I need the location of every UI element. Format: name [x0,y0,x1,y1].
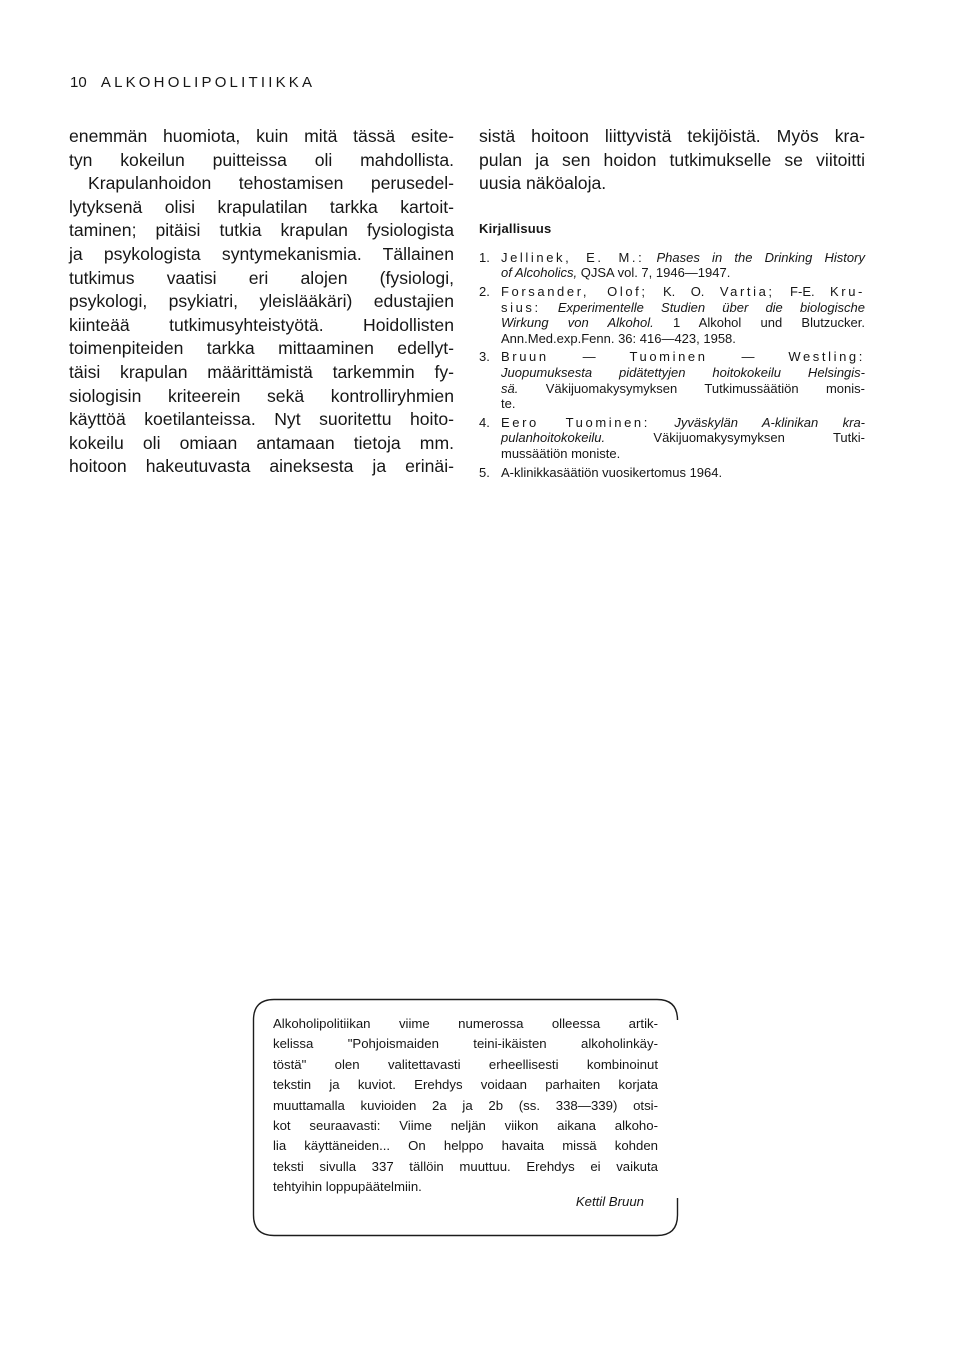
text-line: lia käyttäneiden... On helppo havaita missä kohden [273,1138,658,1154]
correction-notice [252,998,679,1237]
text-line: kiinteää tutkimusyhteistyötä. Hoidollisten [69,314,454,335]
reference-title: Jyväskylän A-klinikan kra- [674,414,865,430]
text-line: ja psykologista syntymekanismia. Tällainen [69,243,454,264]
reference-item [479,349,865,411]
reference-number: 2. [479,283,490,299]
text-line: töstä" olen valitettavasti erheellisesti kombinoinut [273,1056,658,1072]
text-line: Krapulanhoidon tehostamisen perusedel- [88,173,454,194]
reference-author: Bruun [501,349,549,365]
reference-title: Wirkung von Alkohol. [501,315,654,331]
reference-number: 4. [479,414,490,430]
text-line: täisi krapulan määrittämistä tarkemmin fy- [69,361,454,382]
text-line: enemmän huomiota, kuin mitä tässä esite- [69,126,454,146]
reference-item [479,250,865,281]
text-line: toimenpiteiden tarkka mittaaminen edellyt- [69,338,454,359]
text-line: kelissa "Pohjoismaiden teini-ikäisten alkoholinkäy- [273,1036,658,1052]
references-list [479,250,865,480]
running-header [70,74,315,91]
text-line: käyttöä koetilanteissa. Nyt suoritettu hoito- [69,409,454,430]
reference-source: QJSA vol. 7, 1946—1947. [580,265,731,281]
reference-item [479,465,865,481]
reference-author: Forsander, Olof; [501,283,648,299]
text-line: uusia näköaloja. [479,173,607,194]
reference-author: Jellinek, E. M.: [501,249,645,265]
text-line: siologisin kriteerein sekä kontrolliryhmien [69,385,454,406]
reference-title: pulanhoitokokeilu. [501,430,606,446]
reference-author: Tuominen [629,349,708,365]
reference-title: Experimentelle Studien über die biologische [557,299,865,315]
text-line: muuttamalla kuvioiden 2a ja 2b (ss. 338—339) otsi- [273,1097,658,1113]
right-column [479,125,865,483]
author-separator: — [741,349,755,365]
reference-source: Väkijuomakysymyksen Tutki- [653,430,865,446]
page-number: 10 [70,74,87,91]
text-line: kot seuraavasti: Viime neljän viikon aikana alkoho- [273,1118,658,1134]
text-line: psykologi, psykiatri, yleislääkäri) edustajien [69,291,454,312]
reference-source: mussäätiön moniste. [501,445,621,461]
text-line: kokeilu oli omiaan antamaan tietoja mm. [69,432,454,453]
text-line: tutkimus vaatisi eri alojen (fysiologi, [69,267,454,288]
reference-author: Eero Tuominen: [501,414,650,430]
text-line: sistä hoitoon liittyvistä tekijöistä. Myös kra- [479,126,865,146]
reference-title: Juopumuksesta pidätettyjen hoitokokeilu Helsingis- [501,364,865,380]
reference-author: Vartia; [719,283,775,299]
reference-number: 1. [479,249,490,265]
reference-author: K. O. [663,283,705,299]
reference-source: 1 Alkohol und Blutzucker. [672,315,865,331]
reference-author: Kru- [830,283,865,299]
reference-author: Westling: [788,349,865,365]
notice-text [273,1014,658,1198]
author-separator: — [582,349,596,365]
reference-source: A-klinikkasäätiön vuosikertomus 1964. [501,464,723,480]
notice-signature: Kettil Bruun [575,1194,644,1209]
reference-number: 5. [479,464,490,480]
text-line: taminen; pitäisi tutkia krapulan fysiologista [69,220,454,241]
reference-source: te. [501,396,516,412]
text-line: lytyksenä olisi krapulatilan tarkka kartoit- [69,196,454,217]
text-line: tekstin ja kuviot. Erehdys voidaan parhaiten korjata [273,1077,658,1093]
text-line: hoitoon hakeutuvasta aineksesta ja erinäi- [69,456,454,477]
reference-item [479,415,865,462]
reference-author: sius: [501,299,541,315]
reference-item [479,284,865,346]
reference-number: 3. [479,349,490,365]
right-column-text [479,125,865,196]
text-line: tyn kokeilun puitteissa oli mahdollista. [69,149,454,170]
reference-author: F-E. [790,283,815,299]
reference-source: Ann.Med.exp.Fenn. 36: 416—423, 1958. [501,330,736,346]
text-line: Alkoholipolitiikan viime numerossa olleessa artik- [273,1016,658,1031]
left-column-text [69,125,454,479]
journal-title: ALKOHOLIPOLITIIKKA [100,74,316,91]
text-line: tehtyihin loppupäätelmiin. [273,1179,422,1195]
reference-title: of Alcoholics, [501,265,578,281]
reference-title: sä. [501,380,519,396]
reference-title: Phases in the Drinking History [656,249,865,265]
reference-source: Väkijuomakysymyksen Tutkimussäätiön monis- [545,380,865,396]
references-heading: Kirjallisuus [479,220,552,236]
text-line: pulan ja sen hoidon tutkimukselle se viitoitti [479,149,865,170]
text-line: teksti sivulla 337 tällöin muuttuu. Erehdys ei vaikuta [273,1158,658,1174]
